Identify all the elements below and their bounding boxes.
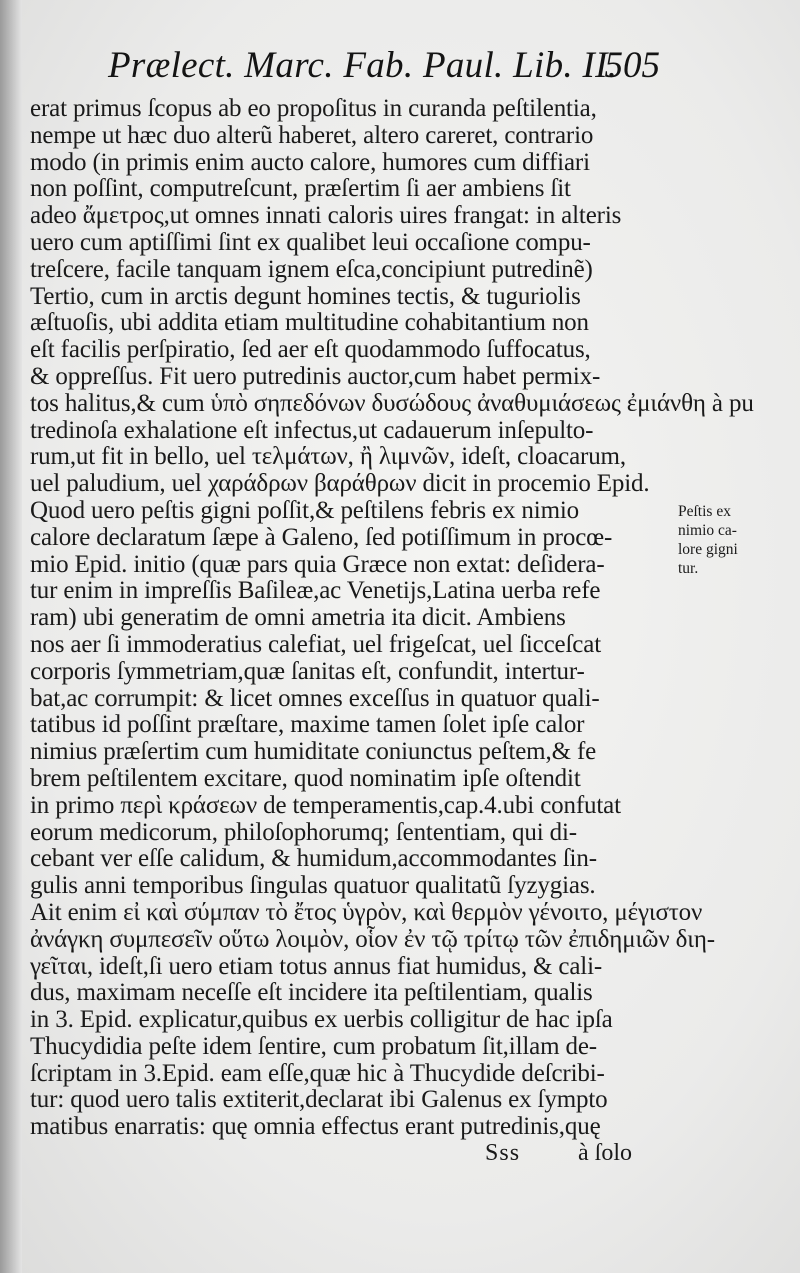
text-line: treſcere, facile tanquam ignem eſca,concipiunt putredinẽ) [30, 255, 593, 283]
page-footer [0, 1140, 800, 1176]
text-line: ram) ubi generatim de omni ametria ita dicit. Ambiens [30, 604, 566, 632]
text-line: γεῖται, ideſt,ſi uero etiam totus annus fiat humidus, & cali- [30, 952, 603, 980]
text-line: tatibus id poſſint præſtare, maxime tamen ſolet ipſe calor [30, 711, 585, 739]
text-line: & oppreſſus. Fit uero putredinis auctor,cum habet permix- [30, 362, 601, 390]
text-line: bat,ac corrumpit: & licet omnes exceſſus in quatuor quali- [30, 684, 600, 712]
text-line: uero cum aptiſſimi ſint ex qualibet leui occaſione compu- [30, 228, 591, 256]
margin-note-line: Peſtis ex [678, 503, 731, 520]
margin-note [678, 502, 793, 578]
text-line: in primo περὶ κράσεων de temperamentis,cap.4.ubi confutat [30, 791, 621, 819]
text-line: corporis ſymmetriam,quæ ſanitas eſt, confundit, intertur- [30, 657, 585, 685]
text-line: tur enim in impreſſis Baſileæ,ac Venetijs,Latina uerba refe [30, 577, 601, 605]
margin-note-line: lore gigni [678, 541, 738, 558]
text-line: nempe ut hæc duo alterũ haberet, altero careret, contrario [30, 121, 594, 149]
text-line: rum,ut fit in bello, uel τελμάτων, ἢ λιμνῶν, ideſt, cloacarum, [30, 443, 626, 471]
text-line: adeo ἄμετρος,ut omnes innati caloris uires frangat: in alteris [30, 202, 622, 230]
margin-note-line: tur. [678, 560, 699, 577]
catchword: à ſolo [578, 1140, 632, 1166]
text-line: Quod uero peſtis gigni poſſit,& peſtilens febris ex nimio [30, 496, 580, 524]
text-line: dus, maximam neceſſe eſt incidere ita peſtilentiam, qualis [30, 979, 593, 1007]
text-line: eſt facilis perſpiratio, ſed aer eſt quodammodo ſuffocatus, [30, 336, 591, 364]
text-line: calore declaratum ſæpe à Galeno, ſed potiſſimum in procœ- [30, 523, 613, 551]
text-line: uel paludium, uel χαράδρων βαράθρων dicit in procemio Epid. [30, 470, 650, 498]
text-line: ἀνάγκη συμπεσεῖν οὕτω λοιμὸν, οἷον ἐν τῷ τρίτῳ τῶν ἐπιδημιῶν διη- [30, 925, 715, 953]
text-line: Thucydidia peſte idem ſentire, cum probatum ſit,illam de- [30, 1032, 597, 1060]
text-line: tredinoſa exhalatione eſt infectus,ut cadauerum inſepulto- [30, 416, 594, 444]
text-line: brem peſtilentem excitare, quod nominatim ipſe oſtendit [30, 764, 581, 792]
text-line: tos halitus,& cum ὑπὸ σηπεδόνων δυσώδους ἀναθυμιάσεως ἐμιάνθη à pu [30, 389, 754, 417]
text-line: eorum medicorum, philoſophorumq; ſententiam, qui di- [30, 818, 577, 846]
text-line: modo (in primis enim aucto calore, humores cum diffiari [30, 148, 590, 176]
text-line: cebant ver eſſe calidum, & humidum,accommodantes ſin- [30, 845, 597, 873]
text-line: erat primus ſcopus ab eo propoſitus in curanda peſtilentia, [30, 95, 597, 122]
page-number: 505 [604, 45, 660, 86]
text-line: gulis anni temporibus ſingulas quatuor qualitatũ ſyzygias. [30, 872, 596, 900]
text-line: Ait enim εἰ καὶ σύμπαν τὸ ἔτος ὑγρὸν, καὶ θερμὸν γένοιτο, μέγιστον [30, 898, 703, 926]
margin-note-line: nimio ca- [678, 522, 737, 539]
text-line: in 3. Epid. explicatur,quibus ex uerbis colligitur de hac ipſa [30, 1006, 613, 1034]
text-line: matibus enarratis: quę omnia effectus erant putredinis,quę [30, 1113, 601, 1141]
text-line: tur: quod uero talis extiterit,declarat ibi Galenus ex ſympto [30, 1086, 608, 1114]
text-line: mio Epid. initio (quæ pars quia Græce non extat: deſidera- [30, 550, 605, 578]
text-line: non poſſint, computreſcunt, præſertim ſi aer ambiens ſit [30, 175, 571, 203]
text-line: nos aer ſi immoderatius calefiat, uel frigeſcat, uel ſicceſcat [30, 630, 601, 658]
text-line: nimius præſertim cum humiditate coniunctus peſtem,& fe [30, 738, 597, 766]
signature-mark: Sss [485, 1140, 521, 1166]
text-line: ſcriptam in 3.Epid. eam eſſe,quæ hic à Thucydide deſcribi- [30, 1059, 605, 1087]
running-head: Prælect. Marc. Fab. Paul. Lib. II. [108, 45, 618, 86]
text-line: æſtuoſis, ubi addita etiam multitudine cohabitantium non [30, 309, 589, 337]
page-header [108, 44, 668, 96]
text-line: Tertio, cum in arctis degunt homines tectis, & tuguriolis [30, 282, 581, 310]
